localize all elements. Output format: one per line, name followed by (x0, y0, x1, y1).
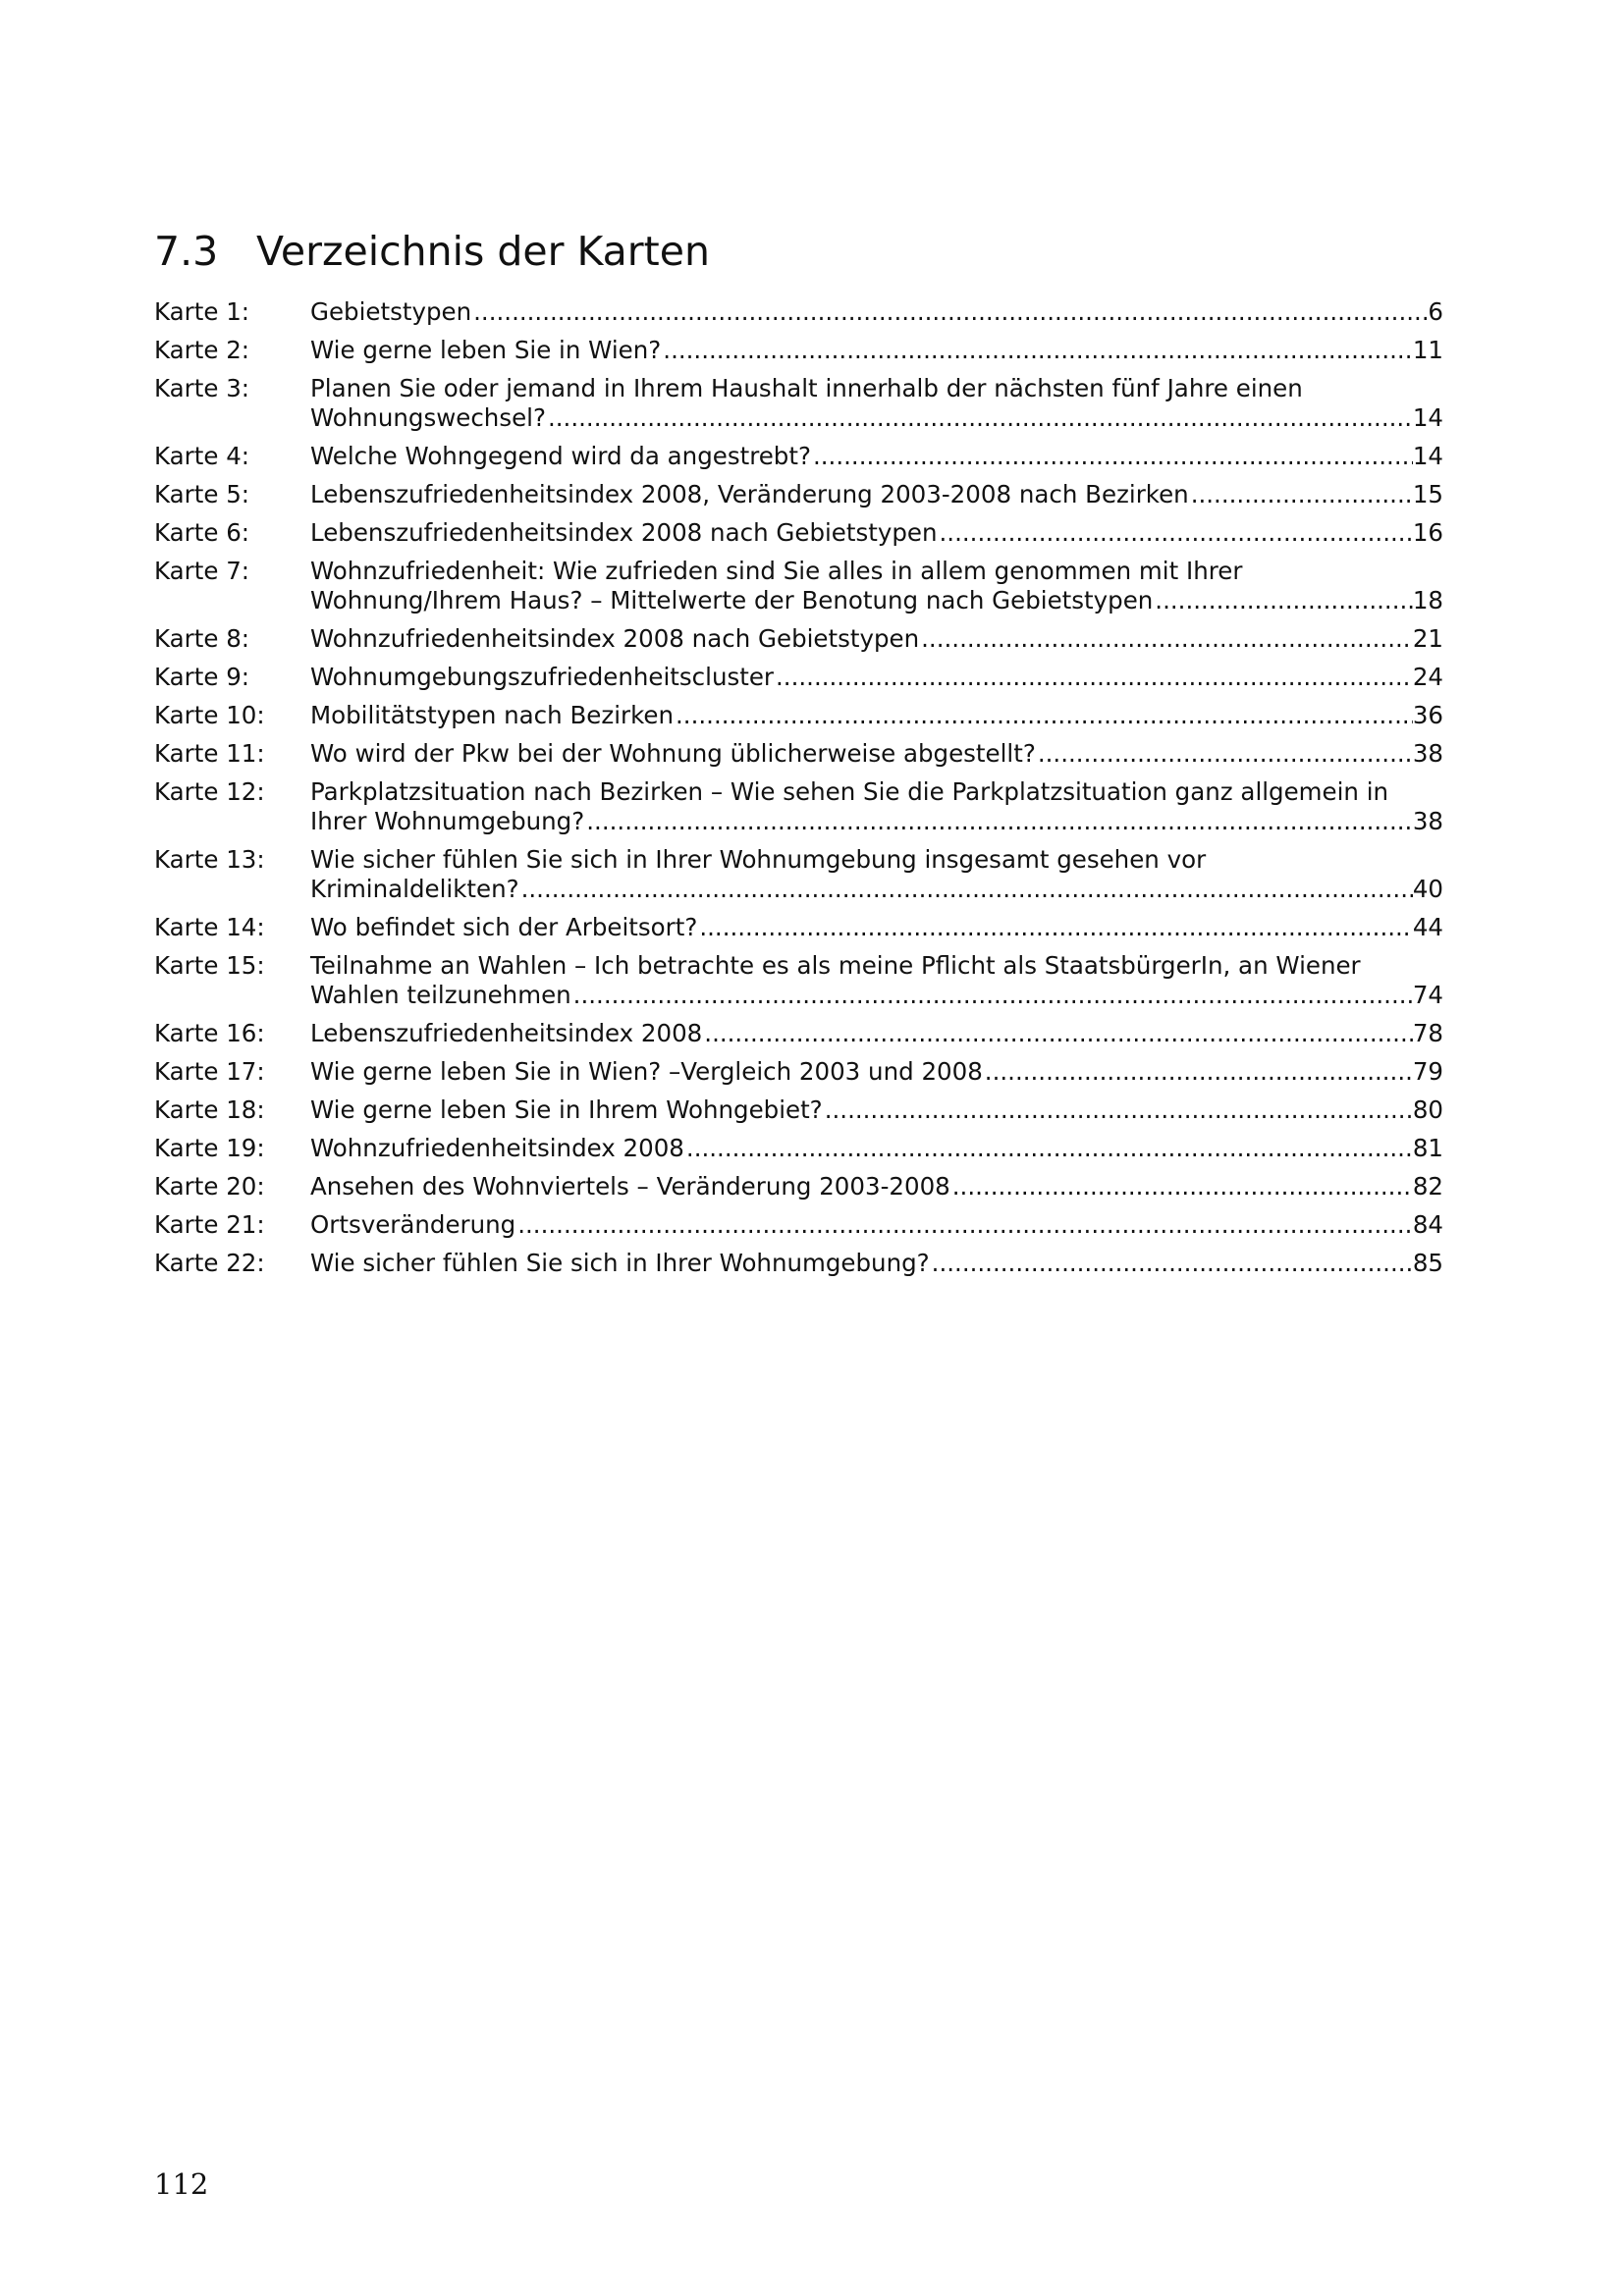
dot-leader (950, 1172, 1413, 1201)
entry-label: Karte 17: (154, 1057, 265, 1086)
entry-page-number: 74 (1412, 981, 1443, 1009)
toc-entry[interactable] (154, 1057, 1443, 1087)
entry-page-number: 14 (1412, 403, 1443, 432)
dot-leader (774, 663, 1413, 692)
dot-leader (930, 1249, 1413, 1278)
toc-entry[interactable] (154, 480, 1443, 509)
toc-entry[interactable] (154, 701, 1443, 730)
toc-entry[interactable] (154, 1210, 1443, 1240)
entry-label: Karte 4: (154, 442, 250, 470)
entry-title-line: Wie sicher fühlen Sie sich in Ihrer Wohnumgebung insgesamt gesehen vor (310, 845, 1207, 874)
dot-leader (919, 624, 1413, 654)
entry-title: Ortsveränderung (310, 1210, 516, 1239)
toc-entry[interactable] (154, 1095, 1443, 1125)
entry-title: Wahlen teilzunehmen (310, 981, 571, 1009)
entry-title: Lebenszufriedenheitsindex 2008, Veränderung 2003-2008 nach Bezirken (310, 480, 1189, 508)
toc-entry[interactable] (154, 297, 1443, 327)
entry-label: Karte 10: (154, 701, 265, 729)
entry-title: Wo wird der Pkw bei der Wohnung üblicherweise abgestellt? (310, 739, 1036, 768)
entry-page-number: 40 (1412, 875, 1443, 903)
entry-page-number: 18 (1412, 586, 1443, 614)
entry-label: Karte 15: (154, 951, 265, 980)
entry-label: Karte 12: (154, 777, 265, 806)
dot-leader (702, 1019, 1413, 1048)
dot-leader (983, 1057, 1413, 1087)
entry-page-number: 80 (1412, 1095, 1443, 1124)
toc-entry[interactable] (154, 663, 1443, 692)
entry-title: Wohnungswechsel? (310, 403, 546, 432)
entry-title: Ansehen des Wohnviertels – Veränderung 2003-2008 (310, 1172, 950, 1201)
entry-label: Karte 21: (154, 1210, 265, 1239)
dot-leader (661, 336, 1413, 365)
entry-label: Karte 8: (154, 624, 250, 653)
entry-label: Karte 5: (154, 480, 250, 508)
entry-label: Karte 20: (154, 1172, 265, 1201)
entry-title: Wohnzufriedenheitsindex 2008 (310, 1134, 684, 1162)
toc-entry[interactable] (154, 1249, 1443, 1278)
entry-label: Karte 1: (154, 297, 250, 326)
entry-page-number: 84 (1412, 1210, 1443, 1239)
entry-label: Karte 3: (154, 374, 250, 402)
entry-label: Karte 2: (154, 336, 250, 364)
dot-leader (471, 297, 1428, 327)
entry-label: Karte 11: (154, 739, 265, 768)
entry-title: Wie sicher fühlen Sie sich in Ihrer Wohnumgebung? (310, 1249, 930, 1277)
entry-page-number: 21 (1412, 624, 1443, 653)
section-number: 7.3 (154, 228, 219, 275)
dot-leader (1036, 739, 1413, 769)
toc-entry[interactable] (154, 845, 1443, 904)
entry-page-number: 85 (1412, 1249, 1443, 1277)
dot-leader (1153, 586, 1413, 615)
entry-title: Gebietstypen (310, 297, 472, 326)
entry-title: Welche Wohngegend wird da angestrebt? (310, 442, 811, 470)
entry-title: Lebenszufriedenheitsindex 2008 nach Gebietstypen (310, 518, 938, 547)
entry-label: Karte 16: (154, 1019, 265, 1047)
toc-entry[interactable] (154, 1172, 1443, 1201)
dot-leader (823, 1095, 1413, 1125)
entry-title: Ihrer Wohnumgebung? (310, 807, 585, 835)
entry-label: Karte 9: (154, 663, 250, 691)
toc-entry[interactable] (154, 913, 1443, 942)
toc-entry[interactable] (154, 624, 1443, 654)
entry-page-number: 6 (1428, 297, 1443, 326)
entry-page-number: 15 (1412, 480, 1443, 508)
page-number: 112 (154, 2167, 209, 2201)
entry-page-number: 16 (1412, 518, 1443, 547)
entry-title: Lebenszufriedenheitsindex 2008 (310, 1019, 703, 1047)
entry-title: Wo befindet sich der Arbeitsort? (310, 913, 698, 941)
entry-title: Wie gerne leben Sie in Ihrem Wohngebiet? (310, 1095, 823, 1124)
entry-page-number: 11 (1412, 336, 1443, 364)
dot-leader (697, 913, 1412, 942)
toc-entry[interactable] (154, 1134, 1443, 1163)
toc-entry[interactable] (154, 374, 1443, 433)
entry-label: Karte 22: (154, 1249, 265, 1277)
entry-label: Karte 13: (154, 845, 265, 874)
entry-label: Karte 18: (154, 1095, 265, 1124)
entry-page-number: 44 (1412, 913, 1443, 941)
entry-page-number: 81 (1412, 1134, 1443, 1162)
entry-page-number: 38 (1412, 807, 1443, 835)
toc-entry[interactable] (154, 442, 1443, 471)
dot-leader (674, 701, 1413, 730)
entry-label: Karte 6: (154, 518, 250, 547)
entry-title-line: Teilnahme an Wahlen – Ich betrachte es als meine Pflicht als StaatsbürgerIn, an Wiener (310, 951, 1361, 980)
dot-leader (584, 807, 1413, 836)
entry-page-number: 38 (1412, 739, 1443, 768)
dot-leader (515, 1210, 1413, 1240)
dot-leader (571, 981, 1413, 1010)
entry-title: Wie gerne leben Sie in Wien? (310, 336, 662, 364)
entry-title: Wohnung/Ihrem Haus? – Mittelwerte der Benotung nach Gebietstypen (310, 586, 1154, 614)
dot-leader (811, 442, 1413, 471)
toc-entry[interactable] (154, 951, 1443, 1010)
entry-title: Wohnzufriedenheitsindex 2008 nach Gebietstypen (310, 624, 920, 653)
entry-page-number: 24 (1412, 663, 1443, 691)
dot-leader (1189, 480, 1413, 509)
toc-entry[interactable] (154, 557, 1443, 615)
section-title: Verzeichnis der Karten (256, 228, 710, 275)
toc-entry[interactable] (154, 739, 1443, 769)
entry-page-number: 78 (1412, 1019, 1443, 1047)
entry-page-number: 79 (1412, 1057, 1443, 1086)
dot-leader (684, 1134, 1413, 1163)
entry-title-line: Wohnzufriedenheit: Wie zufrieden sind Sie alles in allem genommen mit Ihrer (310, 557, 1243, 585)
entry-label: Karte 7: (154, 557, 250, 585)
entry-title-line: Parkplatzsituation nach Bezirken – Wie sehen Sie die Parkplatzsituation ganz allgemein in (310, 777, 1389, 806)
toc-entry[interactable] (154, 1019, 1443, 1048)
entry-page-number: 14 (1412, 442, 1443, 470)
entry-label: Karte 14: (154, 913, 265, 941)
entry-title-line: Planen Sie oder jemand in Ihrem Haushalt innerhalb der nächsten fünf Jahre einen (310, 374, 1303, 402)
section-heading (154, 228, 710, 275)
entry-title: Mobilitätstypen nach Bezirken (310, 701, 675, 729)
entry-page-number: 82 (1412, 1172, 1443, 1201)
entry-title: Kriminaldelikten? (310, 875, 519, 903)
dot-leader (519, 875, 1413, 904)
dot-leader (546, 403, 1413, 433)
entry-label: Karte 19: (154, 1134, 265, 1162)
toc-entry[interactable] (154, 518, 1443, 548)
entry-page-number: 36 (1412, 701, 1443, 729)
entry-title: Wohnumgebungszufriedenheitscluster (310, 663, 774, 691)
toc-entry[interactable] (154, 777, 1443, 836)
map-index-list (154, 297, 1443, 1287)
entry-title: Wie gerne leben Sie in Wien? –Vergleich 2003 und 2008 (310, 1057, 983, 1086)
dot-leader (938, 518, 1413, 548)
toc-entry[interactable] (154, 336, 1443, 365)
